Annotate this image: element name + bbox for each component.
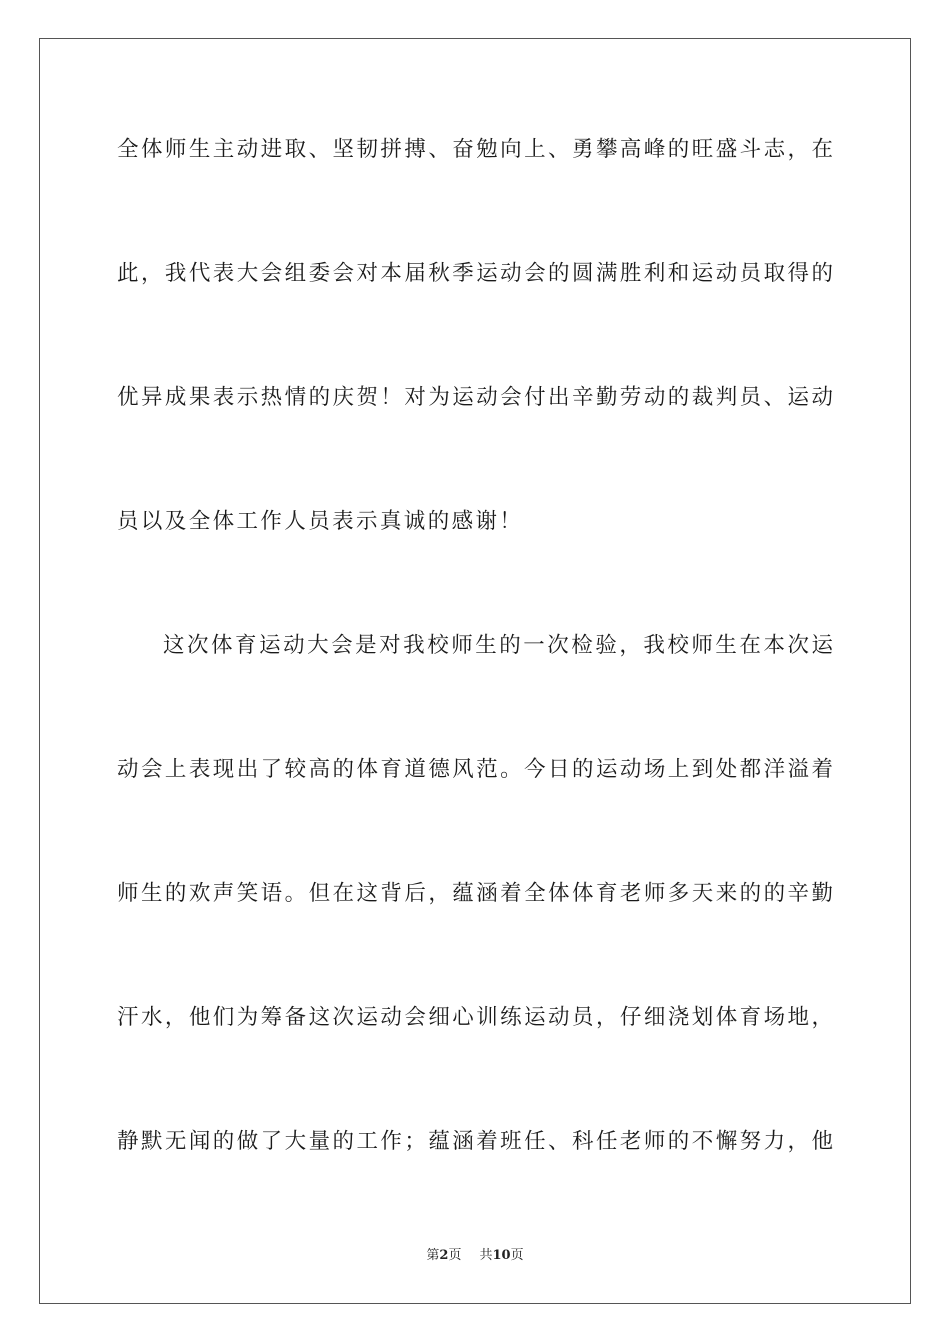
paragraph-line-9: 静默无闻的做了大量的工作；蕴涵着班任、科任老师的不懈努力，他 [117,1129,833,1154]
paragraph-line-8: 汗水，他们为筹备这次运动会细心训练运动员，仔细浇划体育场地， [117,1005,833,1030]
page-suffix: 页 [448,1248,462,1263]
page-border [39,38,911,1304]
total-suffix: 页 [510,1248,524,1263]
paragraph-line-2: 此，我代表大会组委会对本届秋季运动会的圆满胜利和运动员取得的 [117,261,833,286]
paragraph-line-1: 全体师生主动进取、坚韧拼搏、奋勉向上、勇攀高峰的旺盛斗志，在 [117,137,833,162]
total-prefix: 共 [479,1248,493,1263]
page-number [426,1248,461,1263]
current-page: 2 [439,1248,449,1263]
paragraph-line-6: 动会上表现出了较高的体育道德风范。今日的运动场上到处都洋溢着 [117,757,833,782]
paragraph-line-3: 优异成果表示热情的庆贺！对为运动会付出辛勤劳动的裁判员、运动 [117,385,833,410]
paragraph-line-7: 师生的欢声笑语。但在这背后，蕴涵着全体体育老师多天来的的辛勤 [117,881,833,906]
page-prefix: 第 [426,1248,440,1263]
paragraph-line-4: 员以及全体工作人员表示真诚的感谢！ [117,509,524,534]
page-total [479,1248,523,1263]
page-footer [0,1247,950,1265]
total-pages: 10 [492,1248,511,1263]
paragraph-line-5: 这次体育运动大会是对我校师生的一次检验，我校师生在本次运 [163,633,833,658]
